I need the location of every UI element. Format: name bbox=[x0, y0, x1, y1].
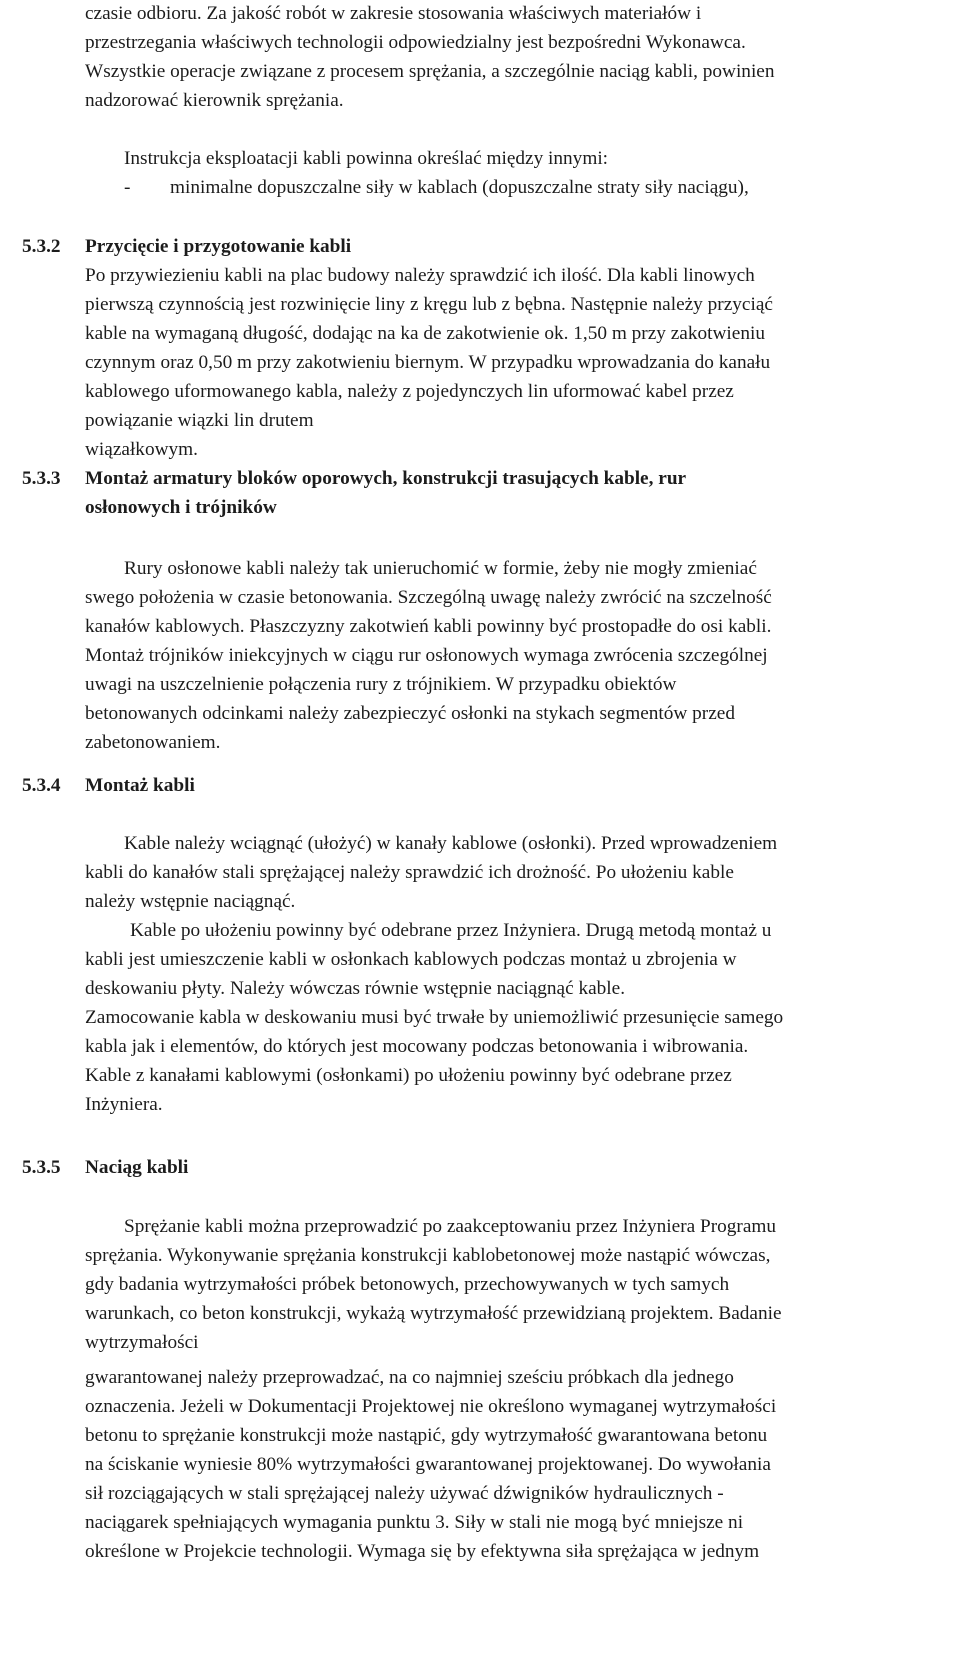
paragraph-line: naciągarek spełniających wymagania punktu 3. Siły w stali nie mogą być mniejsze ni bbox=[85, 1512, 744, 1533]
paragraph-line: należy wstępnie naciągnąć. bbox=[85, 891, 296, 912]
paragraph-line: Po przywiezieniu kabli na plac budowy należy sprawdzić ich ilość. Dla kabli linowych bbox=[85, 265, 755, 286]
paragraph-line: kable na wymaganą długość, dodając na ka de zakotwienie ok. 1,50 m przy zakotwieniu bbox=[85, 323, 765, 344]
paragraph-line: warunkach, co beton konstrukcji, wykażą wytrzymałość przewidzianą projektem. Badanie bbox=[85, 1303, 782, 1324]
paragraph-line: Kable z kanałami kablowymi (osłonkami) po ułożeniu powinny być odebrane przez bbox=[85, 1065, 732, 1086]
paragraph-line: gwarantowanej należy przeprowadzać, na co najmniej sześciu próbkach dla jednego bbox=[85, 1367, 734, 1388]
paragraph-line: sił rozciągających w stali sprężającej należy używać dźwigników hydraulicznych - bbox=[85, 1483, 724, 1504]
paragraph-line: Zamocowanie kabla w deskowaniu musi być trwałe by uniemożliwić przesunięcie samego bbox=[85, 1007, 784, 1028]
paragraph-line: na ściskanie wyniesie 80% wytrzymałości gwarantowanej projektowanej. Do wywołania bbox=[85, 1454, 771, 1475]
paragraph-line: Kable należy wciągnąć (ułożyć) w kanały kablowe (osłonki). Przed wprowadzeniem bbox=[124, 833, 778, 854]
paragraph-line: wiązałkowym. bbox=[85, 439, 198, 460]
paragraph-line: Montaż trójników iniekcyjnych w ciągu rur osłonowych wymaga zwrócenia szczególnej bbox=[85, 645, 768, 666]
paragraph-line: kabli do kanałów stali sprężającej należy sprawdzić ich drożność. Po ułożeniu kable bbox=[85, 862, 734, 883]
paragraph-line: sprężania. Wykonywanie sprężania konstrukcji kablobetonowej może nastąpić wówczas, bbox=[85, 1245, 771, 1266]
paragraph-line: deskowaniu płyty. Należy wówczas równie wstępnie naciągnąć kable. bbox=[85, 978, 626, 999]
paragraph-line: kabli jest umieszczenie kabli w osłonkach kablowych podczas montaż u zbrojenia w bbox=[85, 949, 737, 970]
paragraph-line: Rury osłonowe kabli należy tak unieruchomić w formie, żeby nie mogły zmieniać bbox=[124, 558, 757, 579]
paragraph-line: gdy badania wytrzymałości próbek betonowych, przechowywanych w tych samych bbox=[85, 1274, 730, 1295]
paragraph-line: czasie odbioru. Za jakość robót w zakresie stosowania właściwych materiałów i bbox=[85, 3, 702, 24]
section-title: Naciąg kabli bbox=[85, 1157, 189, 1178]
paragraph-line: Kable po ułożeniu powinny być odebrane przez Inżyniera. Drugą metodą montaż u bbox=[130, 920, 772, 941]
section-title: Montaż armatury bloków oporowych, konstrukcji trasujących kable, rur bbox=[85, 468, 687, 489]
paragraph-line: oznaczenia. Jeżeli w Dokumentacji Projektowej nie określono wymaganej wytrzymałości bbox=[85, 1396, 777, 1417]
paragraph-line: wytrzymałości bbox=[85, 1332, 199, 1353]
paragraph-line: Sprężanie kabli można przeprowadzić po zaakceptowaniu przez Inżyniera Programu bbox=[124, 1216, 777, 1237]
section-number: 5.3.4 bbox=[22, 775, 61, 796]
paragraph-line: przestrzegania właściwych technologii odpowiedzialny jest bezpośredni Wykonawca. bbox=[85, 32, 746, 53]
paragraph-line: betonowanych odcinkami należy zabezpieczyć osłonki na stykach segmentów przed bbox=[85, 703, 735, 724]
section-number: 5.3.5 bbox=[22, 1157, 61, 1178]
paragraph-line: kabla jak i elementów, do których jest mocowany podczas betonowania i wibrowania. bbox=[85, 1036, 749, 1057]
section-number: 5.3.3 bbox=[22, 468, 61, 489]
section-title: Przycięcie i przygotowanie kabli bbox=[85, 236, 352, 257]
section-title-continued: osłonowych i trójników bbox=[85, 497, 277, 518]
section-number: 5.3.2 bbox=[22, 236, 61, 257]
instruction-line: Instrukcja eksploatacji kabli powinna określać między innymi: bbox=[124, 148, 609, 169]
paragraph-line: określone w Projekcie technologii. Wymaga się by efektywna siła sprężająca w jednym bbox=[85, 1541, 760, 1562]
section-title: Montaż kabli bbox=[85, 775, 195, 796]
paragraph-line: zabetonowaniem. bbox=[85, 732, 221, 753]
paragraph-line: kablowego uformowanego kabla, należy z pojedynczych lin uformować kabel przez bbox=[85, 381, 734, 402]
paragraph-line: Wszystkie operacje związane z procesem sprężania, a szczególnie naciąg kabli, powinien bbox=[85, 61, 775, 82]
bullet-dash: - bbox=[124, 177, 131, 198]
paragraph-line: czynnym oraz 0,50 m przy zakotwieniu biernym. W przypadku wprowadzania do kanału bbox=[85, 352, 771, 373]
paragraph-line: uwagi na uszczelnienie połączenia rury z trójnikiem. W przypadku obiektów bbox=[85, 674, 677, 695]
paragraph-line: betonu to sprężanie konstrukcji może nastąpić, gdy wytrzymałość gwarantowana betonu bbox=[85, 1425, 768, 1446]
paragraph-line: powiązanie wiązki lin drutem bbox=[85, 410, 314, 431]
paragraph-line: swego położenia w czasie betonowania. Szczególną uwagę należy zwrócić na szczelność bbox=[85, 587, 772, 608]
paragraph-line: kanałów kablowych. Płaszczyzny zakotwień kabli powinny być prostopadłe do osi kabli. bbox=[85, 616, 772, 637]
bullet-text: minimalne dopuszczalne siły w kablach (dopuszczalne straty siły naciągu), bbox=[170, 177, 749, 198]
paragraph-line: pierwszą czynnością jest rozwinięcie liny z kręgu lub z bębna. Następnie należy przyciąć bbox=[85, 294, 773, 315]
paragraph-line: nadzorować kierownik sprężania. bbox=[85, 90, 344, 111]
paragraph-line: Inżyniera. bbox=[85, 1094, 163, 1115]
